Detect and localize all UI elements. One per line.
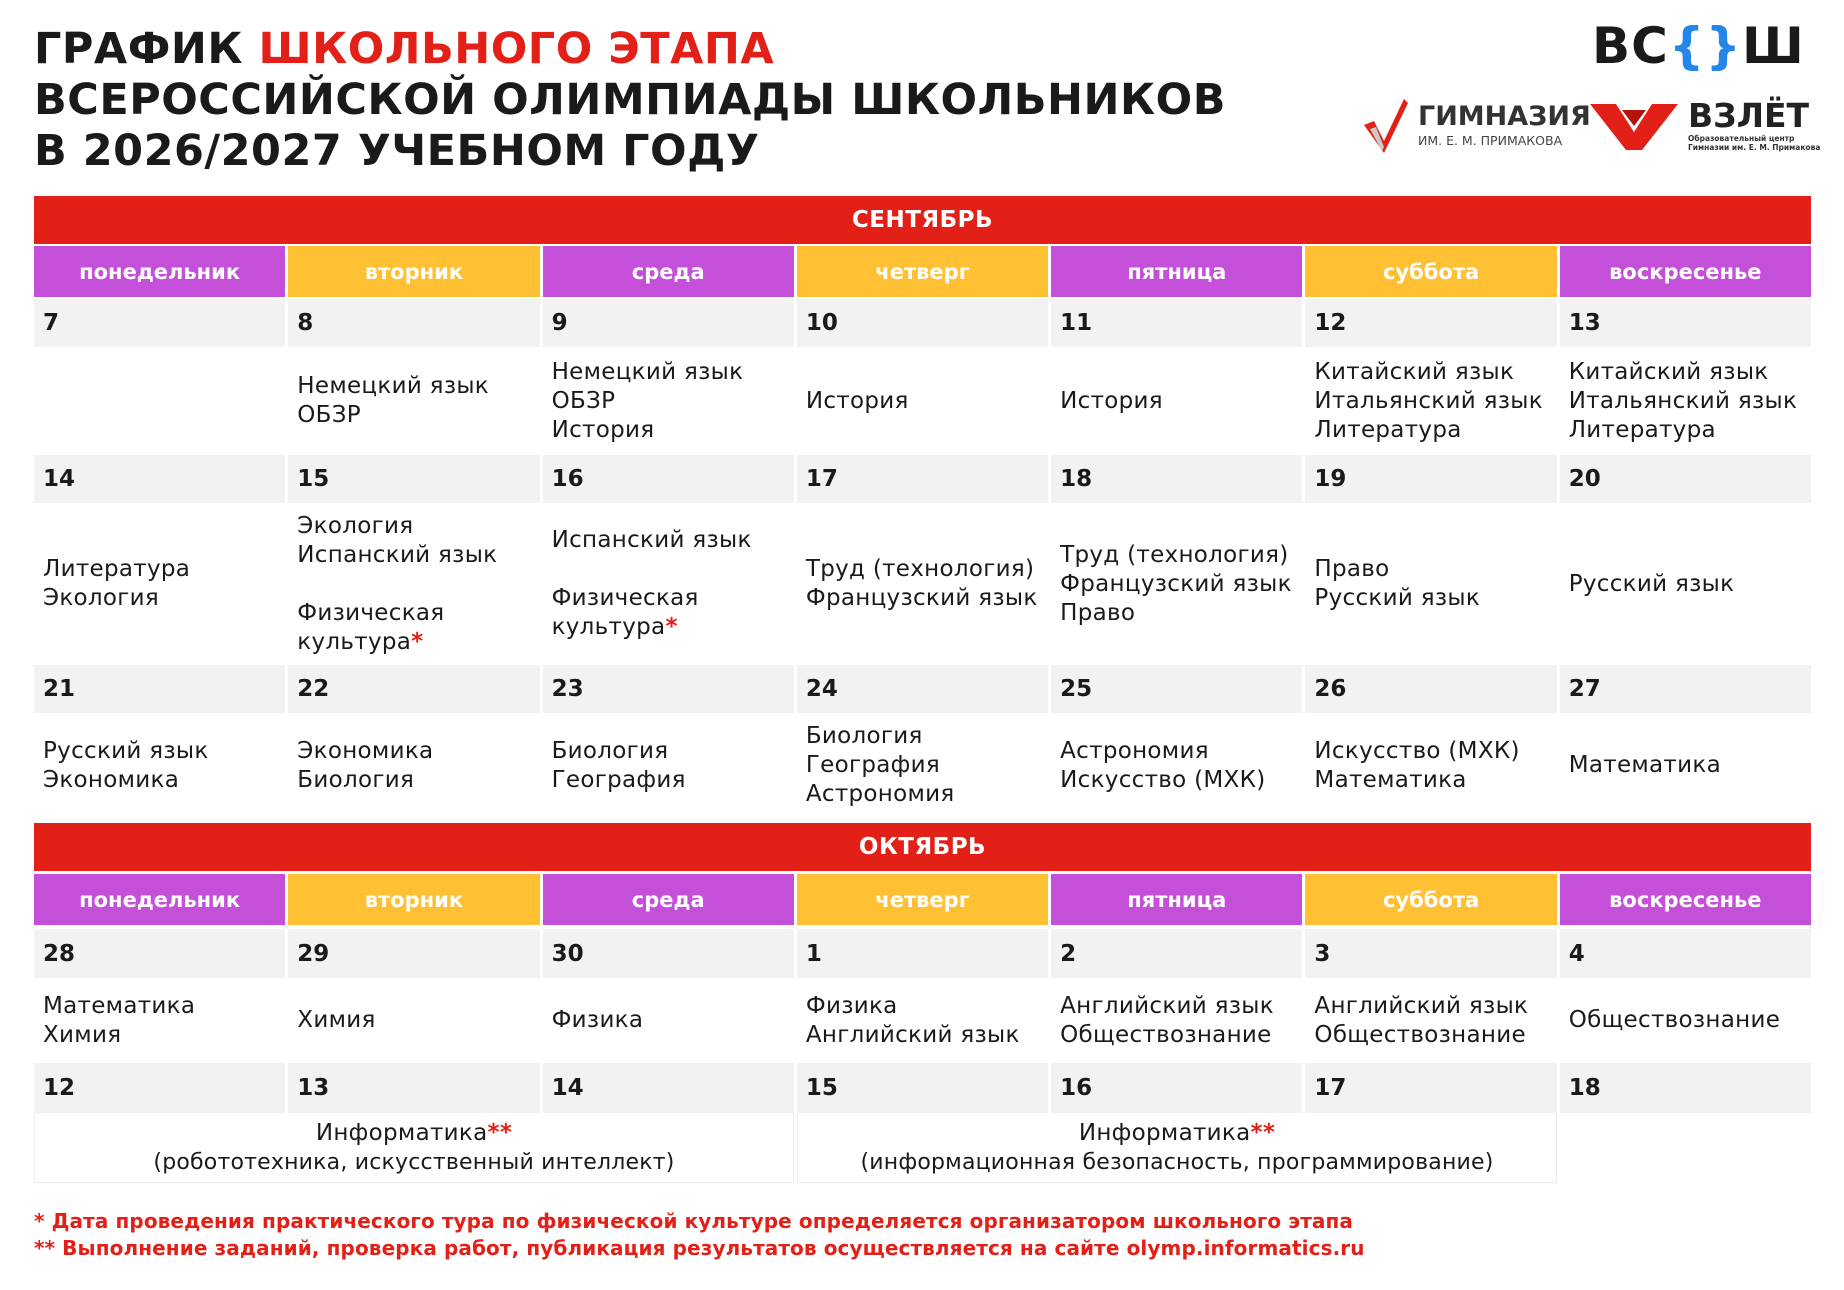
date-number: 24 (797, 665, 1048, 713)
date-number: 30 (543, 929, 794, 978)
date-number: 13 (1560, 299, 1811, 347)
subject: Физика (805, 992, 898, 1019)
weekday-header: суббота (1305, 246, 1556, 297)
weekday-header: пятница (1051, 246, 1302, 297)
subject: Литература (43, 556, 191, 582)
subject: Химия (43, 1021, 122, 1048)
date-number: 26 (1305, 665, 1556, 713)
subjects-cell (34, 347, 285, 455)
weekday-header: воскресенье (1560, 874, 1811, 925)
vsosh-logo-part1: ВС (1592, 17, 1669, 75)
weekday-header: понедельник (34, 874, 285, 925)
subject: Немецкий язык (297, 373, 489, 399)
subject: Искусство (МХК) (1314, 737, 1520, 764)
informatics-title (316, 1118, 512, 1148)
subjects-cell (288, 713, 539, 818)
subject: культура (297, 628, 412, 655)
date-number: 18 (1051, 455, 1302, 503)
date-number: 9 (543, 299, 794, 347)
subject: Экология (297, 512, 414, 539)
gymnasium-logo (1360, 95, 1591, 155)
subjects-cell (797, 503, 1048, 665)
subject: Астрономия (1060, 737, 1209, 764)
subjects-cell (543, 503, 794, 665)
subject: культура (551, 614, 666, 640)
subjects-cell (797, 713, 1048, 818)
date-number: 11 (1051, 299, 1302, 347)
subjects-cell (1305, 503, 1556, 665)
date-number: 10 (797, 299, 1048, 347)
subjects-row (34, 978, 1811, 1063)
subjects-cell (34, 503, 285, 665)
footnote-marker: * (411, 628, 424, 655)
weekday-header: четверг (797, 246, 1048, 297)
title-line-3: В 2026/2027 УЧЕБНОМ ГОДУ (34, 126, 760, 176)
subject: ОБЗР (551, 387, 616, 414)
date-number: 18 (1560, 1063, 1811, 1113)
subjects-cell (797, 347, 1048, 455)
weekday-header-row-september (34, 246, 1811, 297)
date-number: 27 (1560, 665, 1811, 713)
subject: История (805, 387, 909, 414)
subject: Английский язык (1314, 992, 1529, 1019)
page-title (34, 24, 1226, 177)
subjects-cell (288, 347, 539, 455)
subject: Искусство (МХК) (1060, 766, 1266, 793)
subject-with-note (552, 613, 794, 642)
date-row (34, 929, 1811, 978)
date-number: 28 (34, 929, 285, 978)
vzlet-logo (1590, 96, 1821, 158)
date-number: 17 (797, 455, 1048, 503)
subjects-cell (34, 713, 285, 818)
subjects-cell (288, 503, 539, 665)
subject: Математика (1314, 766, 1467, 793)
weekday-header: суббота (1305, 874, 1556, 925)
subject: История (551, 416, 655, 443)
gymnasium-checkmark-icon (1360, 95, 1410, 155)
date-number: 25 (1051, 665, 1302, 713)
informatics-subtitle: (информационная безопасность, программирование) (860, 1149, 1494, 1175)
subjects-cell (1051, 503, 1302, 665)
weekday-header: четверг (797, 874, 1048, 925)
footnote-informatics: ** Выполнение заданий, проверка работ, публикация результатов осуществляется на сайте olymp.informatics.ru (34, 1236, 1365, 1260)
informatics-block-right (797, 1113, 1557, 1183)
date-number: 29 (288, 929, 539, 978)
subject: Испанский язык (297, 541, 498, 568)
spacer (552, 555, 794, 584)
subject: Труд (технология) (1060, 541, 1289, 568)
subject: Биология (297, 766, 415, 793)
vzlet-sub-line-2: Гимназии им. Е. М. Примакова (1688, 143, 1821, 152)
date-row (34, 665, 1811, 713)
subject: Итальянский язык (1314, 387, 1543, 414)
subjects-cell (1560, 503, 1811, 665)
subjects-cell (797, 978, 1048, 1063)
subject: География (805, 752, 941, 778)
subject: Итальянский язык (1568, 387, 1798, 414)
date-row (34, 455, 1811, 503)
subjects-cell (1051, 347, 1302, 455)
subject: Русский язык (1568, 570, 1735, 597)
weekday-header-row-october (34, 874, 1811, 925)
subjects-cell (1305, 978, 1556, 1063)
subject: Обществознание (1060, 1021, 1272, 1048)
subject: Литература (1314, 416, 1462, 443)
vzlet-sub-line-1: Образовательный центр (1688, 134, 1795, 143)
subjects-cell (1560, 713, 1811, 818)
subject: География (551, 766, 686, 793)
subject: Физическая (297, 599, 445, 626)
subject: Китайский язык (1568, 358, 1769, 385)
subject: Английский язык (805, 1021, 1020, 1048)
title-line-1-black: ГРАФИК (34, 24, 259, 74)
footnote-marker: ** (487, 1119, 513, 1146)
subjects-cell (1305, 347, 1556, 455)
subjects-cell (1560, 347, 1811, 455)
subject: Обществознание (1314, 1021, 1526, 1048)
title-line-1-red: ШКОЛЬНОГО ЭТАПА (258, 24, 775, 74)
vsosh-logo-braces: {} (1668, 17, 1743, 75)
vsosh-logo-part3: Ш (1742, 17, 1805, 75)
date-number: 20 (1560, 455, 1811, 503)
weekday-header: воскресенье (1560, 246, 1811, 297)
footnote-physical-education: * Дата проведения практического тура по физической культуре определяется организатором школьного этапа (34, 1209, 1354, 1233)
vzlet-name: ВЗЛЁТ (1688, 96, 1810, 135)
subject: Физика (551, 1007, 644, 1033)
date-number: 17 (1305, 1063, 1556, 1113)
date-number: 15 (288, 455, 539, 503)
date-number: 21 (34, 665, 285, 713)
subject: Химия (297, 1007, 376, 1033)
title-line-1 (34, 24, 1214, 75)
date-number: 16 (543, 455, 794, 503)
subject: Французский язык (805, 585, 1038, 611)
subject: Математика (43, 992, 196, 1019)
date-row (34, 1063, 1811, 1113)
subject: Экономика (43, 766, 180, 793)
subject: ОБЗР (297, 402, 361, 428)
subject: Французский язык (1060, 570, 1292, 597)
date-number: 7 (34, 299, 285, 347)
subject: Биология (551, 737, 669, 764)
informatics-title (1079, 1118, 1275, 1148)
subject: Русский язык (1314, 585, 1481, 611)
subjects-cell (543, 347, 794, 455)
footnote-marker: ** (1250, 1119, 1276, 1146)
subject: Экономика (297, 737, 434, 764)
subject: История (1060, 387, 1163, 414)
informatics-title-text: Информатика (1078, 1119, 1251, 1146)
subject: Русский язык (43, 737, 209, 764)
date-number: 12 (1305, 299, 1556, 347)
date-row (34, 299, 1811, 347)
title-line-2: ВСЕРОССИЙСКОЙ ОЛИМПИАДЫ ШКОЛЬНИКОВ (34, 75, 1226, 125)
weekday-header: среда (543, 246, 794, 297)
subject: Английский язык (1060, 992, 1274, 1019)
subjects-cell (1051, 978, 1302, 1063)
date-number: 22 (288, 665, 539, 713)
subject: Право (1314, 556, 1390, 582)
date-number: 14 (34, 455, 285, 503)
subject: Обществознание (1568, 1007, 1781, 1033)
subjects-cell (1051, 713, 1302, 818)
subjects-cell (543, 978, 794, 1063)
informatics-title-text: Информатика (315, 1119, 488, 1146)
vsosh-logo (1592, 17, 1814, 75)
subject: Астрономия (805, 781, 955, 807)
month-header-september: СЕНТЯБРЬ (34, 196, 1811, 244)
subjects-row (34, 503, 1811, 665)
date-number: 14 (543, 1063, 794, 1113)
vzlet-v-icon (1590, 102, 1678, 152)
subjects-cell (1560, 978, 1811, 1063)
weekday-header: вторник (288, 874, 539, 925)
subjects-cell (1305, 713, 1556, 818)
date-number: 16 (1051, 1063, 1302, 1113)
weekday-header: пятница (1051, 874, 1302, 925)
date-number: 15 (797, 1063, 1048, 1113)
subjects-row (34, 347, 1811, 455)
date-number: 1 (797, 929, 1048, 978)
month-header-october: ОКТЯБРЬ (34, 823, 1811, 871)
footnote-marker: * (665, 614, 678, 640)
date-number: 19 (1305, 455, 1556, 503)
gymnasium-name: ГИМНАЗИЯ (1418, 101, 1591, 132)
weekday-header: среда (543, 874, 794, 925)
subject: Право (1060, 599, 1136, 626)
date-number: 12 (34, 1063, 285, 1113)
date-number: 23 (543, 665, 794, 713)
subjects-cell (288, 978, 539, 1063)
subject: Экология (43, 585, 160, 611)
date-number: 8 (288, 299, 539, 347)
subject: Труд (технология) (805, 556, 1035, 582)
subject: Китайский язык (1314, 358, 1515, 385)
subjects-row (34, 713, 1811, 818)
date-number: 3 (1305, 929, 1556, 978)
subject: Литература (1568, 416, 1716, 443)
subject: Немецкий язык (551, 358, 744, 385)
date-number: 2 (1051, 929, 1302, 978)
date-number: 4 (1560, 929, 1811, 978)
subjects-cell (34, 978, 285, 1063)
date-number: 13 (288, 1063, 539, 1113)
informatics-block-left (34, 1113, 794, 1183)
subject: Физическая (551, 585, 699, 611)
subject: Испанский язык (551, 527, 752, 553)
weekday-header: понедельник (34, 246, 285, 297)
spacer (297, 570, 539, 599)
weekday-header: вторник (288, 246, 539, 297)
informatics-subtitle: (робототехника, искусственный интеллект) (153, 1149, 675, 1175)
subject: Биология (805, 723, 923, 749)
subject: Математика (1568, 752, 1721, 778)
subject-with-note (297, 628, 539, 657)
subjects-cell (543, 713, 794, 818)
gymnasium-sub: ИМ. Е. М. ПРИМАКОВА (1418, 133, 1563, 148)
